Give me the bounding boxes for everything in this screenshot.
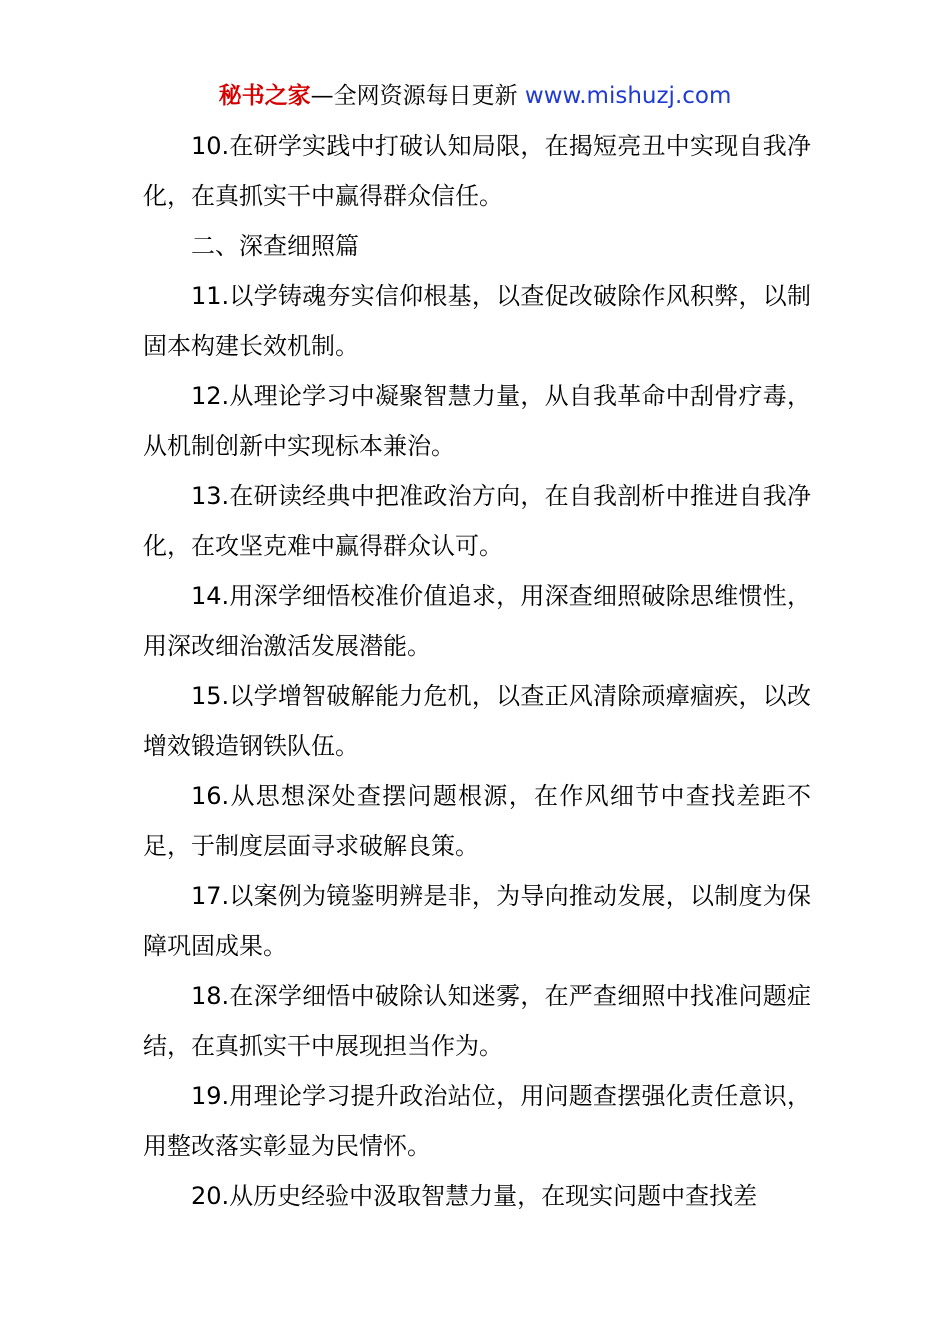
paragraph-14: 14.用深学细悟校准价值追求，用深查细照破除思维惯性，用深改细治激活发展潜能。 [143,582,811,660]
paragraph-19: 19.用理论学习提升政治站位，用问题查摆强化责任意识，用整改落实彰显为民情怀。 [143,1082,811,1160]
paragraph-11: 11.以学铸魂夯实信仰根基，以查促改破除作风积弊，以制固本构建长效机制。 [143,282,811,360]
section-heading: 二、深查细照篇 [191,232,359,260]
paragraph-10: 10.在研学实践中打破认知局限，在揭短亮丑中实现自我净化，在真抓实干中赢得群众信任。 [143,132,811,210]
paragraph-17: 17.以案例为镜鉴明辨是非，为导向推动发展，以制度为保障巩固成果。 [143,882,811,960]
site-url-link[interactable]: www.mishuzj.com [524,83,732,109]
brand-name: 秘书之家 [218,83,311,109]
paragraph-13: 13.在研读经典中把准政治方向，在自我剖析中推进自我净化，在攻坚克难中赢得群众认可。 [143,482,811,560]
paragraph-16: 16.从思想深处查摆问题根源，在作风细节中查找差距不足，于制度层面寻求破解良策。 [143,782,811,860]
paragraph-15: 15.以学增智破解能力危机，以查正风清除顽瘴痼疾，以改增效锻造钢铁队伍。 [143,682,811,760]
page-header [0,80,950,112]
header-tagline: —全网资源每日更新 [310,83,518,109]
paragraph-20: 20.从历史经验中汲取智慧力量，在现实问题中查找差 [191,1182,758,1210]
document-body [143,121,811,1221]
paragraph-18: 18.在深学细悟中破除认知迷雾，在严查细照中找准问题症结，在真抓实干中展现担当作为。 [143,982,811,1060]
paragraph-12: 12.从理论学习中凝聚智慧力量，从自我革命中刮骨疗毒，从机制创新中实现标本兼治。 [143,382,811,460]
